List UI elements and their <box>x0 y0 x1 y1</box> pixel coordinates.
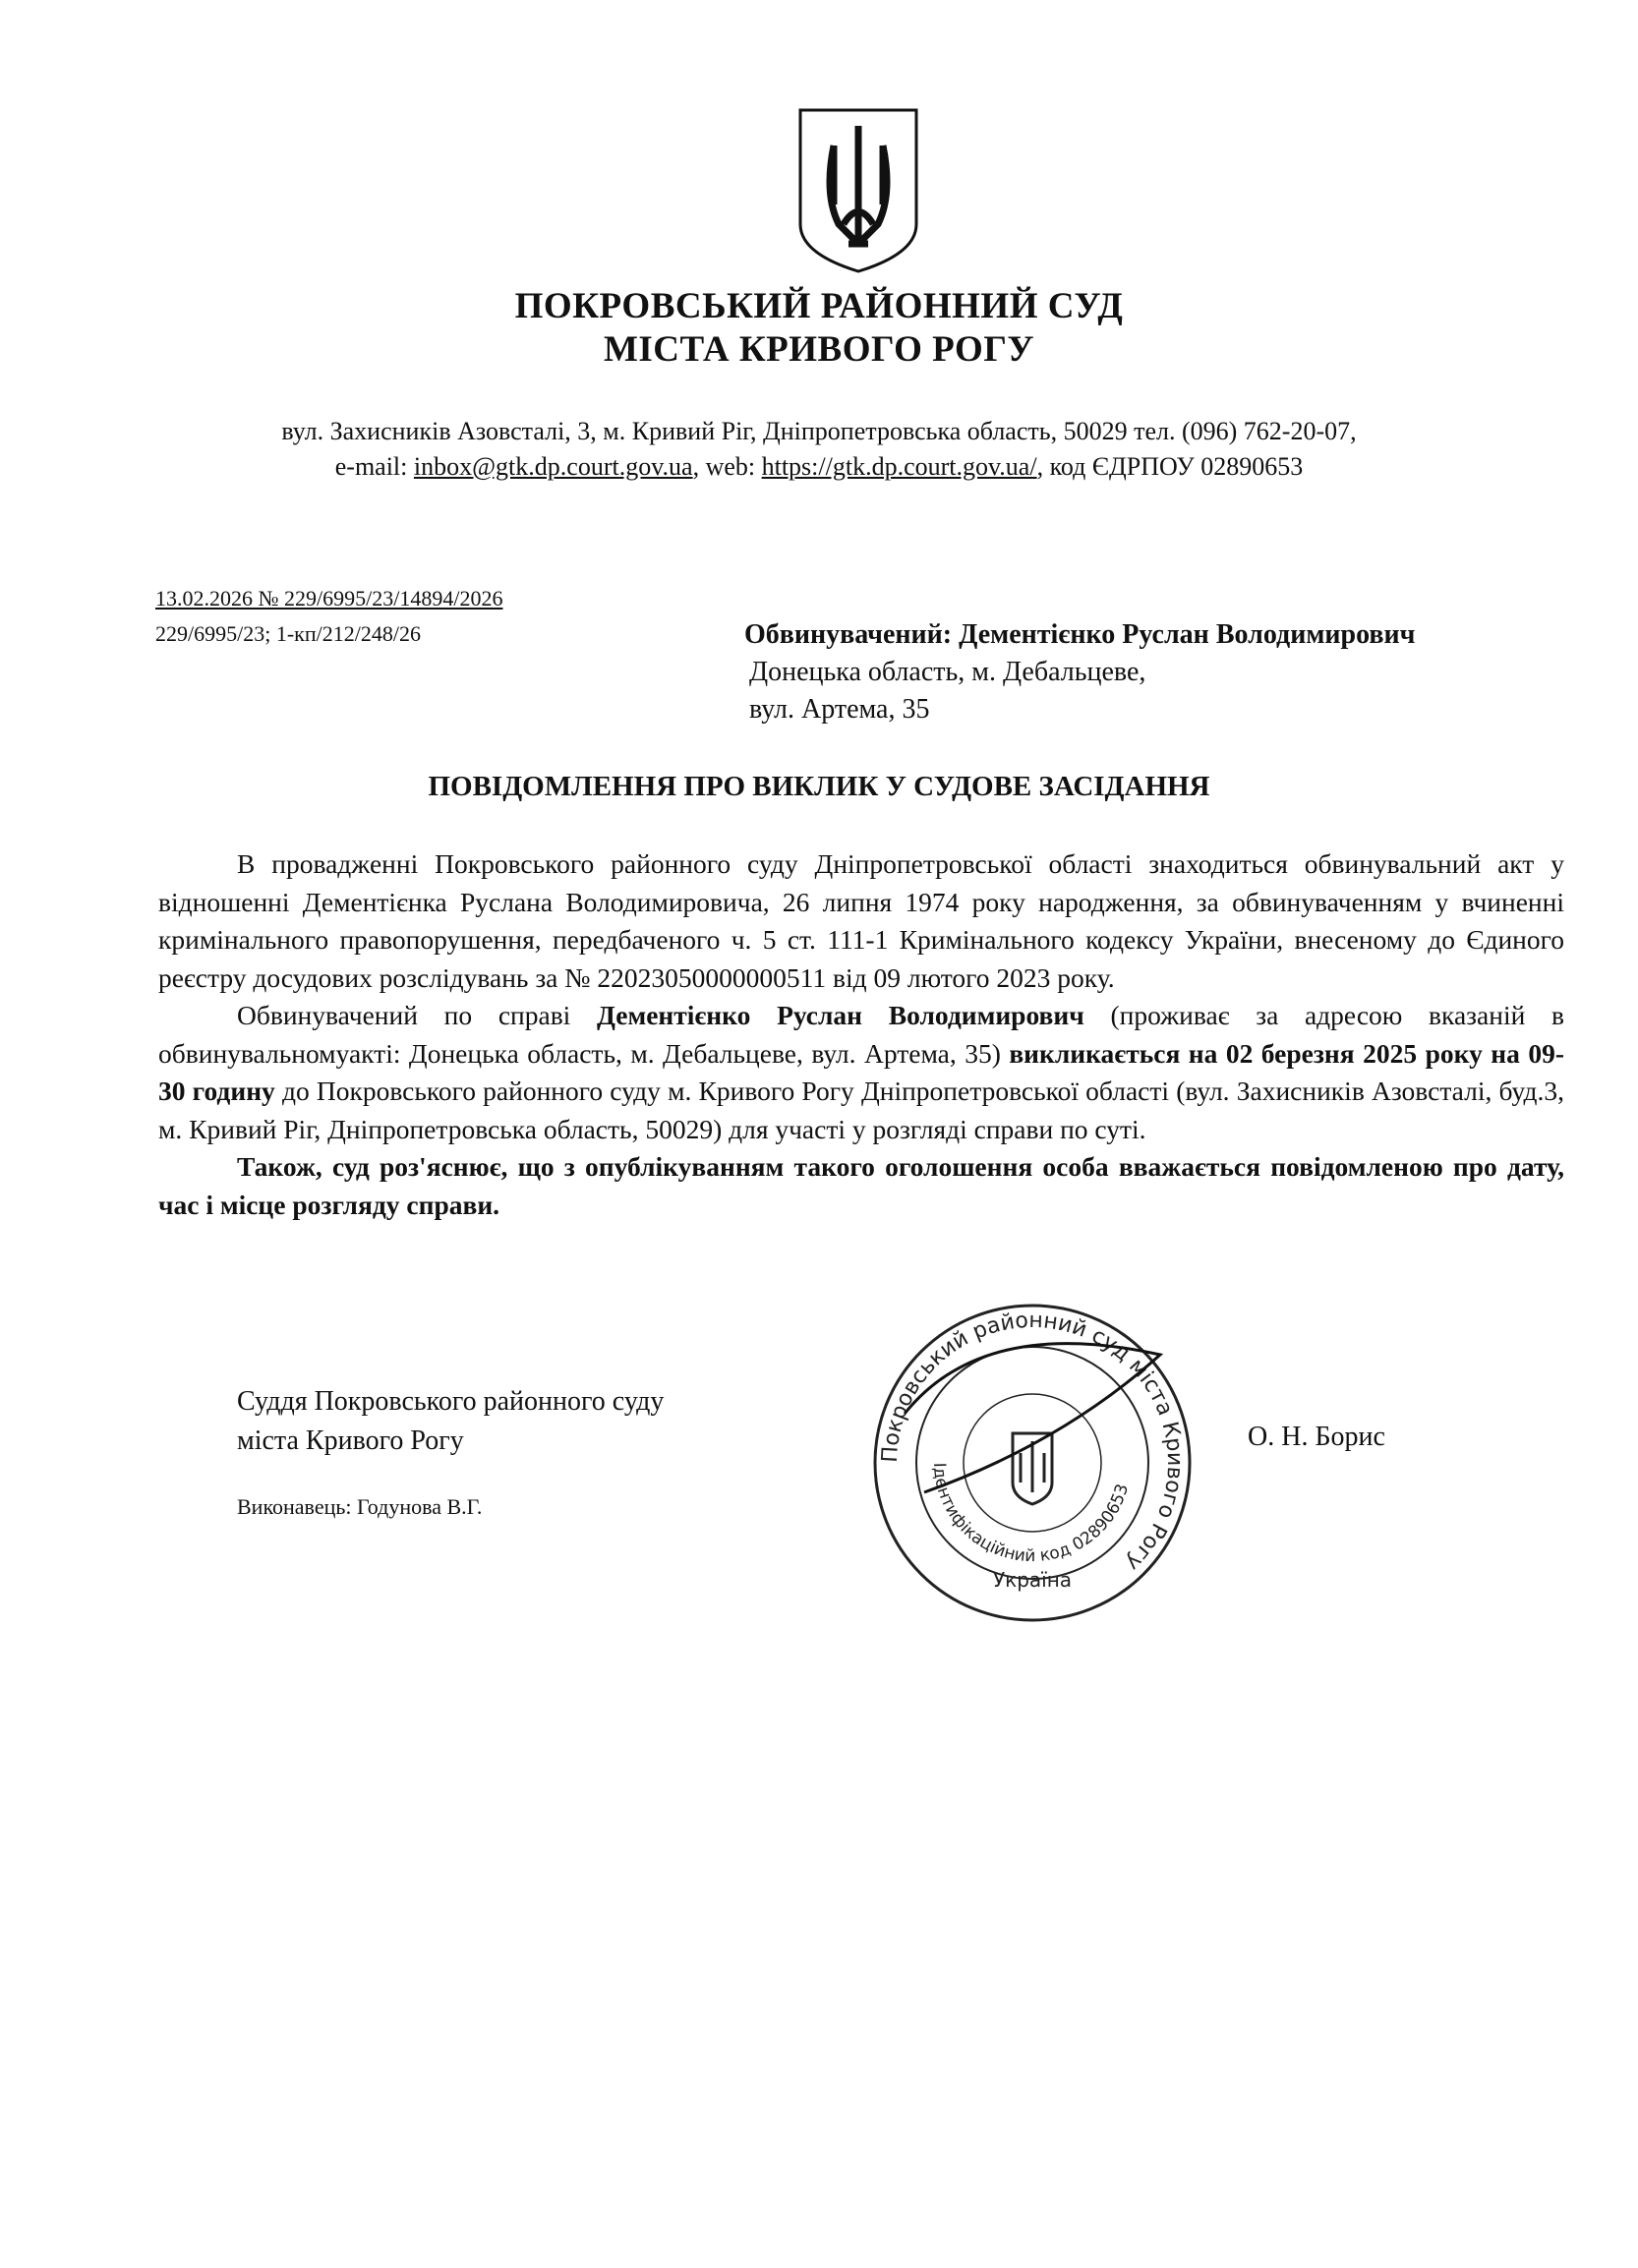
text: до Покровського районного суду м. Кривого Рогу Дніпропетровської області (вул. Захисників Азовсталі, буд.3, м. Кривий Ріг, Дніпропетровська область, 50029) для участі у розгляді справи по суті. <box>158 1076 1564 1144</box>
web-link[interactable]: https://gtk.dp.court.gov.ua/ <box>761 452 1037 481</box>
executor: Виконавець: Годунова В.Г. <box>237 1494 483 1519</box>
email-link[interactable]: inbox@gtk.dp.court.gov.ua <box>413 452 693 481</box>
court-address: вул. Захисників Азовсталі, 3, м. Кривий Ріг, Дніпропетровська область, 50029 тел. (096) 762-20-07, <box>281 417 1357 445</box>
case-numbers: 229/6995/23; 1-кп/212/248/26 <box>155 621 421 646</box>
hearing-date-time: викликається на 02 березня 2025 року на 09-30 годину <box>158 1037 1564 1106</box>
date-number: 13.02.2026 № 229/6995/23/14894/2026 <box>155 586 503 611</box>
web-label: , web: <box>692 452 762 481</box>
court-name-line1: ПОКРОВСЬКИЙ РАЙОННИЙ СУД <box>514 286 1124 326</box>
stamp-country: Україна <box>992 1568 1073 1592</box>
recipient-address-line1: Донецька область, м. Дебальцеве, <box>749 657 1146 687</box>
paragraph-clarification: Також, суд роз'яснює, що з опублікуванням такого оголошення особа вважається повідомленою про дату, час і місце розгляду справи. <box>158 1151 1564 1220</box>
coat-of-arms-emblem <box>794 106 922 275</box>
paragraph-proceedings: В провадженні Покровського районного суду Дніпропетровської області знаходиться обвинувальний акт у відношенні Дементієнка Руслана Володимировича, 26 липня 1974 року народження, за обвинуваченням у вчиненні кримінального правопорушення, передбаченого ч. 5 ст. 111-1 Кримінального кодексу України, внесеному до Єдиного реєстру досудових розслідувань за № 22023050000000511 від 09 лютого 2023 року. <box>158 848 1564 993</box>
stamp-inner-text: Ідентифікаційний код 02890653 <box>928 1462 1134 1567</box>
text: Обвинувачений по справі <box>237 1000 598 1030</box>
recipient-name: Обвинувачений: Дементієнко Руслан Володимирович <box>744 619 1416 650</box>
email-label: e-mail: <box>334 452 414 481</box>
position-line2: міста Кривого Рогу <box>237 1425 464 1456</box>
court-contacts <box>0 452 1638 482</box>
defendant-name: Дементієнко Руслан Володимирович <box>597 1000 1084 1030</box>
edrpou-code: , код ЄДРПОУ 02890653 <box>1036 452 1304 481</box>
court-name-line2: МІСТА КРИВОГО РОГУ <box>603 329 1035 370</box>
notice-body <box>158 845 1564 1224</box>
recipient-address-line2: вул. Артема, 35 <box>749 694 930 725</box>
position-line1: Суддя Покровського районного суду <box>237 1386 665 1417</box>
paragraph-summons <box>158 997 1564 1148</box>
document-title: ПОВІДОМЛЕННЯ ПРО ВИКЛИК У СУДОВЕ ЗАСІДАННЯ <box>428 771 1210 802</box>
judge-position <box>237 1382 664 1461</box>
stamp-outer-text: Покровський районний суд міста Кривого Рогу <box>877 1308 1188 1576</box>
court-seal-stamp <box>865 1296 1199 1630</box>
text: (проживає за адресою вказаній в обвинувальномуакті: Донецька область, м. Дебальцеве, вул. Артема, 35) <box>158 1000 1564 1069</box>
judge-name: О. Н. Борис <box>1248 1422 1385 1452</box>
